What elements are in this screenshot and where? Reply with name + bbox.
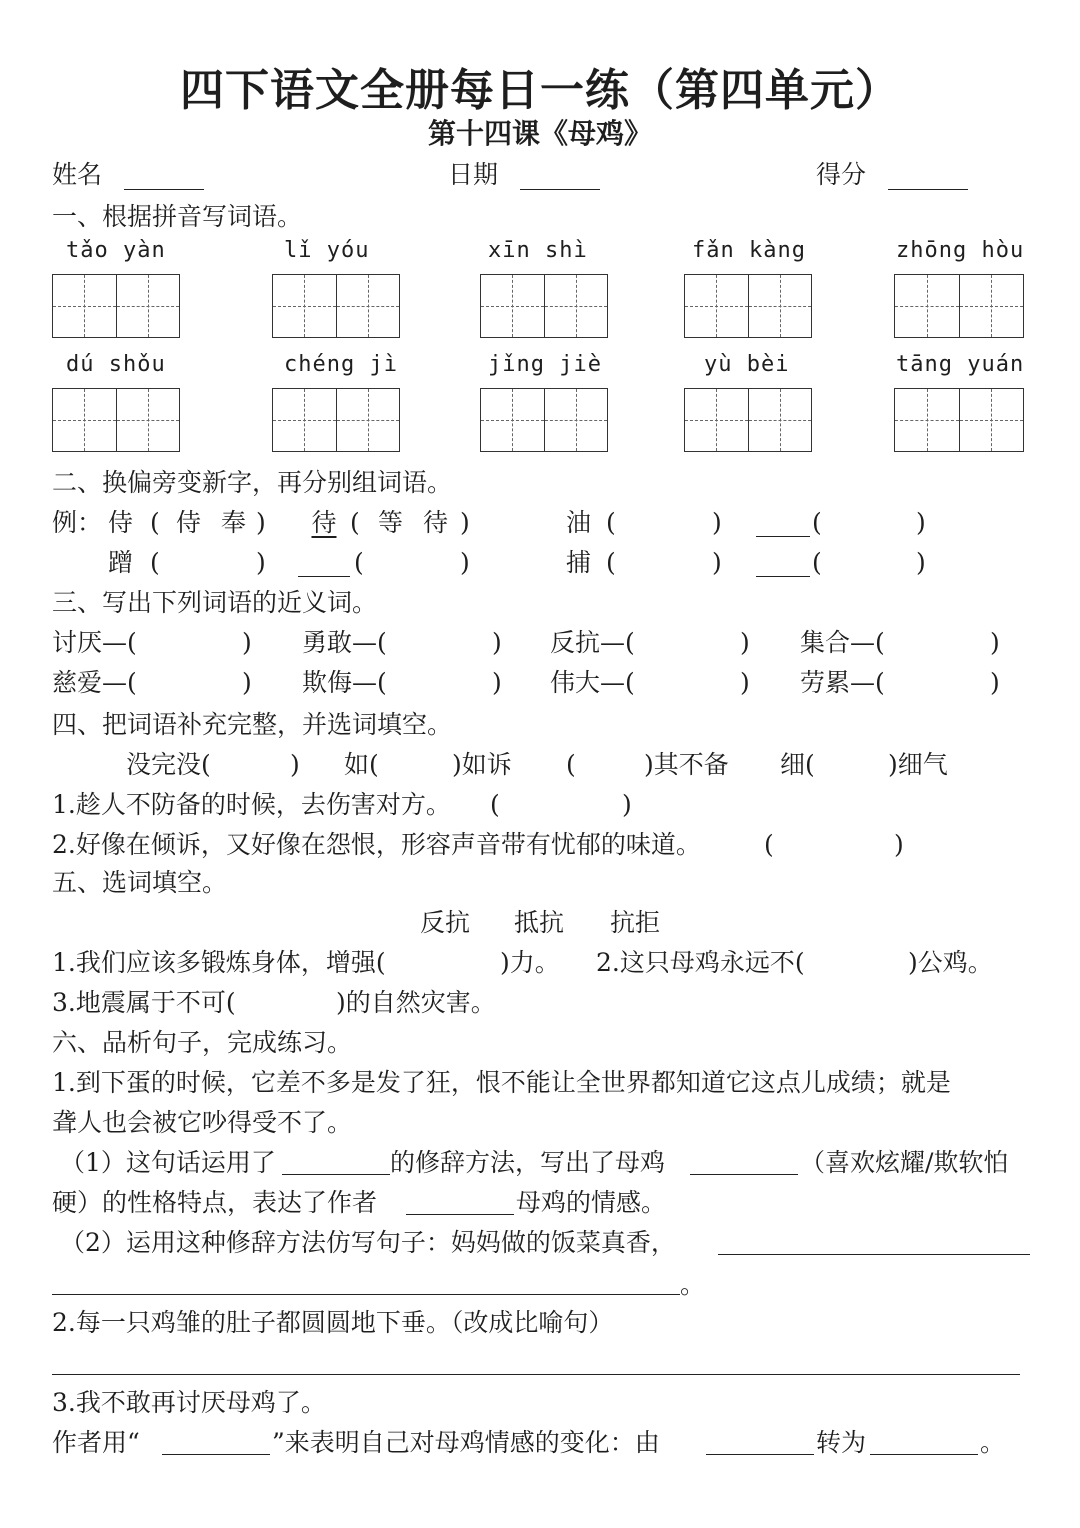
answer-line[interactable]	[52, 1374, 1020, 1375]
sentence-question: 3.我不敢再讨厌母鸡了。	[52, 1388, 326, 1417]
open-paren: (	[566, 750, 576, 779]
section-5-heading: 五、选词填空。	[52, 868, 228, 897]
choice-question-1-end: )力。	[500, 948, 560, 977]
word-choice: 反抗	[420, 908, 471, 937]
pinyin-6: dú shǒu	[66, 352, 166, 377]
synonym-item: 慈爱—(	[52, 668, 137, 697]
sentence-question-mid: ”来表明自己对母鸡情感的变化：由	[272, 1428, 660, 1457]
section-6-heading: 六、品析句子，完成练习。	[52, 1028, 353, 1057]
example-new-words: 等 待	[378, 508, 454, 537]
idiom-4-end: )细气	[888, 750, 948, 779]
example-open-paren: (	[150, 508, 160, 537]
item-open-paren: (	[354, 548, 364, 577]
score-label: 得分	[816, 160, 867, 189]
word-blank[interactable]	[162, 1430, 270, 1455]
item-open-paren: (	[606, 548, 616, 577]
to-blank[interactable]	[870, 1430, 978, 1455]
item-char: 蹭	[108, 548, 134, 577]
writing-grid[interactable]	[52, 274, 180, 338]
writing-grid[interactable]	[684, 388, 812, 452]
close-paren: )	[242, 628, 252, 657]
synonym-item: 集合—(	[800, 628, 885, 657]
sub-question-1-cont: 硬）的性格特点，表达了作者	[52, 1188, 378, 1217]
synonym-item: 伟大—(	[550, 668, 635, 697]
rewrite-question: 2.每一只鸡雏的肚子都圆圆地下垂。（改成比喻句）	[52, 1308, 614, 1337]
item-close-paren: )	[256, 548, 266, 577]
fill-question: 2.好像在倾诉，又好像在怨恨，形容声音带有忧郁的味道。	[52, 830, 701, 859]
item-close-paren: )	[460, 548, 470, 577]
close-paren: )	[622, 790, 632, 819]
writing-grid[interactable]	[480, 274, 608, 338]
date-label: 日期	[448, 160, 499, 189]
item-open-paren: (	[150, 548, 160, 577]
close-paren: )	[492, 628, 502, 657]
synonym-item: 欺侮—(	[302, 668, 387, 697]
example-words: 侍 奉	[176, 508, 252, 537]
score-blank[interactable]	[888, 165, 968, 190]
fill-question: 1.趁人不防备的时候，去伤害对方。	[52, 790, 451, 819]
new-char-blank[interactable]	[756, 512, 810, 537]
item-open-paren: (	[812, 508, 822, 537]
word-choice: 抗拒	[610, 908, 661, 937]
item-close-paren: )	[916, 508, 926, 537]
example-new-close-paren: )	[460, 508, 470, 537]
choice-question-3-end: )的自然灾害。	[336, 988, 496, 1017]
close-paren: )	[242, 668, 252, 697]
section-1-heading: 一、根据拼音写词语。	[52, 202, 303, 231]
section-2-heading: 二、换偏旁变新字，再分别组词语。	[52, 468, 453, 497]
sentence-question-to: 转为	[816, 1428, 867, 1457]
idiom-1: 没完没(	[126, 750, 211, 779]
example-new-char: 待	[311, 508, 337, 537]
idiom-3-end: )其不备	[644, 750, 729, 779]
pinyin-4: fǎn kàng	[692, 238, 806, 263]
trait-blank[interactable]	[690, 1150, 798, 1175]
sub-question-2: （2）运用这种修辞方法仿写句子：妈妈做的饭菜真香，	[60, 1228, 676, 1257]
from-blank[interactable]	[706, 1430, 814, 1455]
idiom-4: 细(	[780, 750, 815, 779]
trait-options: （喜欢炫耀/欺软怕	[800, 1148, 1009, 1177]
choice-question-2: 2.这只母鸡永远不(	[596, 948, 805, 977]
choice-question-2-end: )公鸡。	[908, 948, 993, 977]
writing-grid[interactable]	[894, 388, 1024, 452]
idiom-2: 如(	[344, 750, 379, 779]
sub-question-1-mid: 的修辞方法，写出了母鸡	[390, 1148, 666, 1177]
synonym-item: 勇敢—(	[302, 628, 387, 657]
writing-grid[interactable]	[52, 388, 180, 452]
period: 。	[980, 1428, 1006, 1457]
choice-question-1: 1.我们应该多锻炼身体，增强(	[52, 948, 386, 977]
item-open-paren: (	[812, 548, 822, 577]
close-paren: )	[740, 628, 750, 657]
answer-line[interactable]	[718, 1254, 1030, 1255]
pinyin-2: lǐ yóu	[284, 238, 370, 263]
example-char: 侍	[108, 508, 134, 537]
close-paren: )	[492, 668, 502, 697]
date-blank[interactable]	[520, 165, 600, 190]
answer-line[interactable]	[52, 1294, 680, 1295]
sub-question-1-end: 母鸡的情感。	[516, 1188, 667, 1217]
section-3-heading: 三、写出下列词语的近义词。	[52, 588, 378, 617]
pinyin-10: tāng yuán	[896, 352, 1025, 377]
passage-sentence-cont: 聋人也会被它吵得受不了。	[52, 1108, 353, 1137]
passage-sentence: 1.到下蛋的时候，它差不多是发了狂，恨不能让全世界都知道它这点儿成绩；就是	[52, 1068, 951, 1097]
item-char: 油	[566, 508, 592, 537]
synonym-item: 劳累—(	[800, 668, 885, 697]
sentence-question-prompt: 作者用“	[52, 1428, 140, 1457]
example-new-open-paren: (	[350, 508, 360, 537]
item-open-paren: (	[606, 508, 616, 537]
example-label: 例：	[52, 508, 103, 537]
pinyin-9: yù bèi	[704, 352, 790, 377]
item-close-paren: )	[712, 508, 722, 537]
lesson-title: 第十四课《母鸡》	[427, 117, 652, 150]
score-field[interactable]	[816, 160, 968, 190]
item-close-paren: )	[712, 548, 722, 577]
writing-grid[interactable]	[480, 388, 608, 452]
pinyin-5: zhōng hòu	[896, 238, 1025, 263]
pinyin-7: chéng jì	[284, 352, 398, 377]
open-paren: (	[764, 830, 774, 859]
open-paren: (	[490, 790, 500, 819]
writing-grid[interactable]	[894, 274, 1024, 338]
word-choice: 抵抗	[514, 908, 565, 937]
choice-question-3: 3.地震属于不可(	[52, 988, 236, 1017]
new-char-blank[interactable]	[756, 552, 810, 577]
pinyin-1: tǎo yàn	[66, 238, 166, 263]
period: 。	[680, 1270, 706, 1299]
idiom-2-end: )如诉	[452, 750, 512, 779]
close-paren: )	[290, 750, 300, 779]
close-paren: )	[990, 668, 1000, 697]
name-label: 姓名	[52, 160, 103, 189]
writing-grid[interactable]	[684, 274, 812, 338]
emotion-blank[interactable]	[406, 1190, 514, 1215]
rhetoric-blank[interactable]	[282, 1150, 390, 1175]
pinyin-3: xīn shì	[488, 238, 588, 263]
close-paren: )	[894, 830, 904, 859]
name-field[interactable]	[52, 160, 204, 190]
writing-grid[interactable]	[272, 388, 400, 452]
section-4-heading: 四、把词语补充完整，并选词填空。	[52, 710, 453, 739]
date-field[interactable]	[448, 160, 600, 190]
example-close-paren: )	[256, 508, 266, 537]
synonym-item: 反抗—(	[550, 628, 635, 657]
worksheet-title: 四下语文全册每日一练（第四单元）	[180, 65, 900, 116]
item-close-paren: )	[916, 548, 926, 577]
writing-grid[interactable]	[272, 274, 400, 338]
close-paren: )	[990, 628, 1000, 657]
sub-question-1: （1）这句话运用了	[60, 1148, 276, 1177]
synonym-item: 讨厌—(	[52, 628, 137, 657]
pinyin-8: jǐng jiè	[488, 352, 602, 377]
new-char-blank[interactable]	[298, 552, 350, 577]
name-blank[interactable]	[124, 165, 204, 190]
close-paren: )	[740, 668, 750, 697]
item-char: 捕	[566, 548, 592, 577]
